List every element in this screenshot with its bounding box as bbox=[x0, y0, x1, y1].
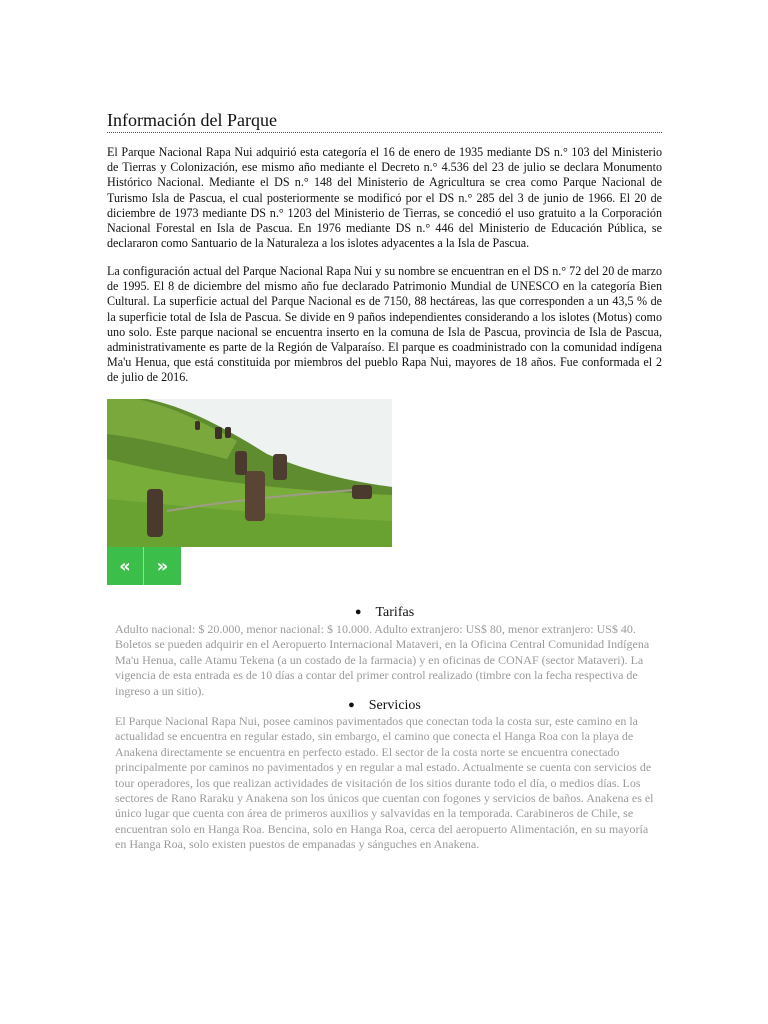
bullet-icon: ● bbox=[348, 699, 355, 711]
bullet-icon: ● bbox=[354, 606, 362, 618]
section-text-servicios: El Parque Nacional Rapa Nui, posee caminos pavimentados que conectan toda la costa sur, este camino en la actualidad se encuentra en regular estado, sin embargo, el camino que conecta el Hanga Roa con la playa de Anakena directamente se encuentra en perfecto estado. El sector de la costa norte se encuentra conectado principalmente por caminos no pavimentados y en regular a mal estado. Actualmente se cuenta con servicios de tour operadores, los que realizan actividades de visitación de los sitios durante todo el día, o medios días. Los sectores de Rano Raraku y Anakena son los únicos que cuentan con fogones y servicios de baños. Anakena es el único lugar que cuenta con área de primeros auxilios y salvavidas en la temporada. Carabineros de Chile, se encuentran solo en Hanga Roa. Bencina, solo en Hanga Roa, cerca del aeropuerto Alimentación, en su mayoría en Hanga Roa, solo existen puestos de empanadas y sánguches en Anakena. bbox=[115, 714, 654, 852]
page-title: Información del Parque bbox=[107, 108, 662, 133]
section-heading-tarifas: ● Tarifas bbox=[354, 605, 415, 620]
intro-paragraph-2: La configuración actual del Parque Nacional Rapa Nui y su nombre se encuentran en el DS n.° 72 del 20 de marzo de 1995. El 8 de diciembre del mismo año fue declarado Patrimonio Mundial de UNESCO en la categoría Bien Cultural. La superficie actual del Parque Nacional es de 7150, 88 hectáreas, las que corresponden a un 43,5 % de la superficie total de Isla de Pascua. Se divide en 9 paños independientes considerando a los islotes (Motus) como uno solo. Este parque nacional se encuentra inserto en la comuna de Isla de Pascua, provincia de Isla de Pascua, administrativamente es parte de la Región de Valparaíso. El parque es coadministrado con la comunidad indígena Ma'u Henua, que está constituida por miembros del pueblo Rapa Nui, mayores de 18 años. Fue conformada el 2 de julio de 2016. bbox=[107, 264, 662, 385]
carousel-prev-button[interactable]: « bbox=[107, 547, 144, 585]
intro-paragraph-1: El Parque Nacional Rapa Nui adquirió esta categoría el 16 de enero de 1935 mediante DS n.° 103 del Ministerio de Tierras y Colonización, ese mismo año mediante el Decreto n.° 4.536 del 23 de julio se declara Monumento Histórico Nacional. Mediante el DS n.° 148 del Ministerio de Agricultura se crea como Parque Nacional de Turismo Isla de Pascua, el cual posteriormente se modificó por el DS n.° 285 del 3 de junio de 1966. El 20 de diciembre de 1973 mediante DS n.° 1203 del Ministerio de Tierras, se concedió el uso gratuito a la Corporación Nacional Forestal en Isla de Pascua. En 1976 mediante DS n.° 446 del Ministerio de Educación Pública, se declararon como Santuario de la Naturaleza a los islotes adyacentes a la Isla de Pascua. bbox=[107, 145, 662, 251]
carousel-next-button[interactable]: » bbox=[144, 547, 181, 585]
moai-photo bbox=[107, 399, 392, 547]
carousel-nav bbox=[107, 547, 181, 585]
section-heading-servicios: ● Servicios bbox=[348, 698, 421, 713]
section-text-tarifas: Adulto nacional: $ 20.000, menor nacional: $ 10.000. Adulto extranjero: US$ 80, menor extranjero: US$ 40. Boletos se pueden adquirir en el Aeropuerto Internacional Mataveri, en la Oficina Central Comunidad Indígena Ma'u Henua, calle Atamu Tekena (a un costado de la farmacia) y en oficinas de CONAF (sector Mataveri). La vigencia de esta entrada es de 10 días a contar del primer control realizado (timbre con la fecha respectiva de ingreso a un sitio). bbox=[115, 622, 650, 698]
